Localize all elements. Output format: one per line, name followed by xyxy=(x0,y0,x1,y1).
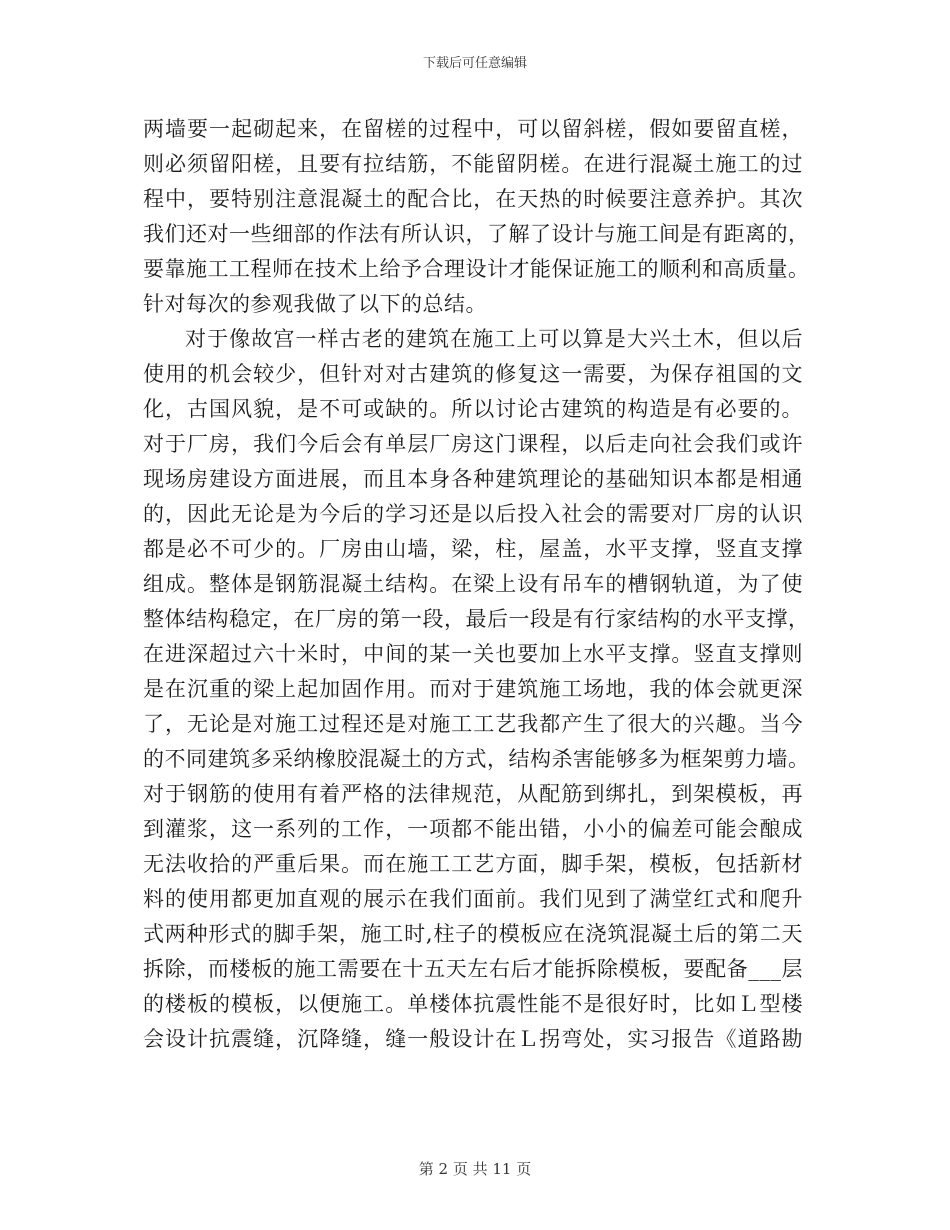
text-line: 现场房建设方面进展，而且本身各种建筑理论的基础知识本都是相通 xyxy=(143,467,803,491)
text-line: 对于像故宫一样古老的建筑在施工上可以算是大兴土木，但以后 xyxy=(185,327,803,351)
text-line: 式两种形式的脚手架，施工时,柱子的模板应在浇筑混凝土后的第二天 xyxy=(143,922,803,946)
text-line: 的，因此无论是为今后的学习还是以后投入社会的需要对厂房的认识 xyxy=(143,502,803,526)
text-line: 对于厂房，我们今后会有单层厂房这门课程，以后走向社会我们或许 xyxy=(143,432,803,456)
text-line: 要靠施工工程师在技术上给予合理设计才能保证施工的顺利和高质量。 xyxy=(143,257,810,281)
text-line: 整体结构稳定，在厂房的第一段，最后一段是有行家结构的水平支撑， xyxy=(143,607,810,631)
text-line: 拆除，而楼板的施工需要在十五天左右后才能拆除模板，要配备___层 xyxy=(143,957,803,981)
text-line: 的不同建筑多采纳橡胶混凝土的方式，结构杀害能够多为框架剪力墙。 xyxy=(143,747,810,771)
text-line: 的楼板的模板，以便施工。单楼体抗震性能不是很好时，比如Ｌ型楼 xyxy=(143,992,803,1016)
text-line: 到灌浆，这一系列的工作，一项都不能出错，小小的偏差可能会酿成 xyxy=(143,817,803,841)
text-line: 会设计抗震缝，沉降缝，缝一般设计在Ｌ拐弯处，实习报告《道路勘 xyxy=(143,1027,803,1051)
text-line: 程中，要特别注意混凝土的配合比，在天热的时候要注意养护。其次 xyxy=(143,187,803,211)
page-header: 下载后可任意编辑 xyxy=(422,56,527,71)
text-line: 了，无论是对施工过程还是对施工工艺我都产生了很大的兴趣。当今 xyxy=(143,712,803,736)
page-number: 第 2 页 共 11 页 xyxy=(418,1160,532,1178)
text-line: 对于钢筋的使用有着严格的法律规范，从配筋到绑扎，到架模板，再 xyxy=(143,782,803,806)
text-line: 两墙要一起砌起来，在留槎的过程中，可以留斜槎，假如要留直槎， xyxy=(143,117,803,141)
text-line: 在进深超过六十米时，中间的某一关也要加上水平支撑。竖直支撑则 xyxy=(143,642,803,666)
text-line: 料的使用都更加直观的展示在我们面前。我们见到了满堂红式和爬升 xyxy=(143,887,803,911)
text-line: 无法收拾的严重后果。而在施工工艺方面，脚手架，模板，包括新材 xyxy=(143,852,803,876)
document-body xyxy=(143,112,810,1057)
text-line: 都是必不可少的。厂房由山墙，梁，柱，屋盖，水平支撑，竖直支撑 xyxy=(143,537,803,561)
text-line: 使用的机会较少，但针对对古建筑的修复这一需要，为保存祖国的文 xyxy=(143,362,803,386)
text-line: 我们还对一些细部的作法有所认识，了解了设计与施工间是有距离的， xyxy=(143,222,810,246)
paragraph-2 xyxy=(143,322,810,1057)
text-line: 则必须留阳槎，且要有拉结筋，不能留阴槎。在进行混凝土施工的过 xyxy=(143,152,803,176)
text-line: 是在沉重的梁上起加固作用。而对于建筑施工场地，我的体会就更深 xyxy=(143,677,803,701)
text-line: 组成。整体是钢筋混凝土结构。在梁上设有吊车的槽钢轨道，为了使 xyxy=(143,572,803,596)
paragraph-1 xyxy=(143,112,810,322)
text-line: 化，古国风貌，是不可或缺的。所以讨论古建筑的构造是有必要的。 xyxy=(143,397,803,421)
text-line: 针对每次的参观我做了以下的总结。 xyxy=(143,292,487,316)
